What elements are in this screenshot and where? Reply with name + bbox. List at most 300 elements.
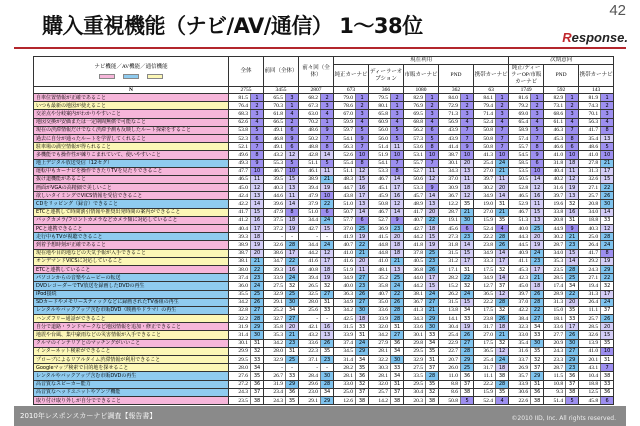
percent-value: 35.3 <box>544 257 566 265</box>
percent-value: 28.1 <box>369 372 391 380</box>
percent-value: 28.7 <box>544 241 566 249</box>
n-value: 2807 <box>299 87 334 94</box>
percent-value: 36.3 <box>334 290 356 298</box>
percent-value: 41.4 <box>439 143 461 151</box>
rank-badge: 28 <box>601 233 614 241</box>
rank-badge: 17 <box>356 192 369 200</box>
percent-value: 8.8 <box>439 380 461 388</box>
rank-badge: 30 <box>251 331 264 339</box>
rank-badge: 4 <box>496 118 509 126</box>
rank-badge: 19 <box>321 274 334 282</box>
percent-value: 33.9 <box>334 331 356 339</box>
percent-value: 41.0 <box>544 151 566 159</box>
rank-badge: 14 <box>461 241 474 249</box>
rank-badge: 17 <box>601 290 614 298</box>
rank-badge: 11 <box>426 167 439 175</box>
percent-value: 37.0 <box>509 298 531 306</box>
col-header: 純正カーナビ <box>334 65 369 87</box>
percent-value: 41.9 <box>334 233 356 241</box>
table-row <box>34 372 614 380</box>
rank-badge: 18 <box>531 282 544 290</box>
percent-value: 27.5 <box>404 364 426 372</box>
percent-value: 22.9 <box>439 339 461 347</box>
percent-value: 35.0 <box>369 298 391 306</box>
rank-badge: 22 <box>426 216 439 224</box>
title-divider <box>14 47 626 49</box>
rank-badge: 31 <box>356 331 369 339</box>
table-row <box>34 290 614 298</box>
rank-badge: 26 <box>496 241 509 249</box>
percent-value: 26.4 <box>579 241 601 249</box>
percent-value: 57.3 <box>404 134 426 142</box>
rank-badge: 23 <box>461 233 474 241</box>
percent-value: 47.9 <box>264 208 286 216</box>
percent-value: 45.0 <box>229 184 251 192</box>
percent-value: 52.1 <box>229 143 251 151</box>
rank-badge: 20 <box>356 257 369 265</box>
feature-label: パソコンからの音楽やムービーの転送 <box>34 274 229 282</box>
rank-badge: 4 <box>251 118 264 126</box>
percent-value: 14.1 <box>439 315 461 323</box>
table-row <box>34 274 614 282</box>
percent-value: 22.6 <box>509 396 531 404</box>
legend-comm-swatch <box>147 74 163 79</box>
rank-badge: 21 <box>356 249 369 257</box>
rank-badge: 13 <box>601 134 614 142</box>
footer-report-title: 2010年レスポンスカーナビ調査【報告書】 <box>20 412 157 420</box>
rank-badge: 28 <box>391 306 404 314</box>
footer-copyright: ©2010 IID, Inc. All rights reserved. <box>511 415 616 422</box>
rank-badge: 8 <box>426 143 439 151</box>
rank-badge: 13 <box>391 265 404 273</box>
percent-value: 51.9 <box>334 265 356 273</box>
percent-value: 55.7 <box>509 143 531 151</box>
rank-badge: 31 <box>496 200 509 208</box>
rank-badge: 30 <box>391 356 404 364</box>
percent-value: 59.7 <box>334 126 356 134</box>
percent-value: 31.3 <box>579 167 601 175</box>
col-header: PND <box>544 65 579 87</box>
percent-value: 38.9 <box>229 241 251 249</box>
rank-badge: 36 <box>531 388 544 396</box>
rank-badge: 35 <box>251 372 264 380</box>
rank-badge: 34 <box>391 347 404 355</box>
percent-value: 29.2 <box>579 257 601 265</box>
rank-badge: 9 <box>461 143 474 151</box>
percent-value: 10.8 <box>544 380 566 388</box>
rank-badge: 4 <box>461 118 474 126</box>
rank-badge: 38 <box>531 396 544 404</box>
rank-badge: 22 <box>461 274 474 282</box>
percent-value: 71.3 <box>439 110 461 118</box>
percent-value: 32.7 <box>264 315 286 323</box>
percent-value: 28.0 <box>264 347 286 355</box>
percent-value: 41.7 <box>579 249 601 257</box>
percent-value: 33.5 <box>404 372 426 380</box>
percent-value: 52.8 <box>509 184 531 192</box>
percent-value: 52.9 <box>509 200 531 208</box>
rank-badge: 29 <box>251 323 264 331</box>
percent-value: 36.0 <box>229 282 251 290</box>
rank-badge: 20 <box>426 208 439 216</box>
table-row <box>34 241 614 249</box>
rank-badge: 13 <box>356 200 369 208</box>
rank-badge: 19 <box>461 323 474 331</box>
rank-badge: 16 <box>321 323 334 331</box>
rank-badge: 28 <box>321 380 334 388</box>
percent-value: 22.3 <box>299 347 321 355</box>
rank-badge: 28 <box>496 298 509 306</box>
table-row <box>34 323 614 331</box>
rank-badge: 7 <box>321 134 334 142</box>
percent-value: 42.1 <box>299 323 321 331</box>
rank-badge: 21 <box>391 257 404 265</box>
rank-badge: 22 <box>531 306 544 314</box>
rank-badge: 33 <box>356 323 369 331</box>
rank-badge: 10 <box>356 151 369 159</box>
rank-badge: 21 <box>531 274 544 282</box>
rank-badge: 3 <box>496 110 509 118</box>
rank-badge: 1 <box>461 94 474 102</box>
percent-value: 42.2 <box>229 200 251 208</box>
percent-value: 30.2 <box>474 184 496 192</box>
rank-badge: 35 <box>566 306 579 314</box>
percent-value: 41.3 <box>404 306 426 314</box>
rank-badge: 8 <box>356 159 369 167</box>
rank-badge: 14 <box>496 274 509 282</box>
percent-value: 30.1 <box>439 159 461 167</box>
percent-value: 43.8 <box>334 192 356 200</box>
percent-value: 26.4 <box>579 298 601 306</box>
percent-value: 43.2 <box>299 331 321 339</box>
rank-badge: 18 <box>426 225 439 233</box>
rank-badge: 13 <box>461 167 474 175</box>
rank-badge: 27 <box>531 315 544 323</box>
percent-value: 51.0 <box>299 208 321 216</box>
rank-badge: 1 <box>601 94 614 102</box>
percent-value: 40.7 <box>334 241 356 249</box>
rank-badge: 4 <box>321 110 334 118</box>
percent-value: 49.6 <box>229 151 251 159</box>
rank-badge: 18 <box>496 323 509 331</box>
rank-badge: 21 <box>461 208 474 216</box>
rank-badge: 26 <box>356 290 369 298</box>
col-header: PND <box>439 65 474 87</box>
percent-value: 52.4 <box>474 225 496 233</box>
percent-value: 39.7 <box>544 192 566 200</box>
percent-value: 43.2 <box>264 151 286 159</box>
rank-badge: 21 <box>496 331 509 339</box>
percent-value: 40.3 <box>264 184 286 192</box>
percent-value: 78.6 <box>334 102 356 110</box>
rank-badge: 15 <box>426 233 439 241</box>
page-title: 購入重視機能（ナビ/AV/通信） 1～38位 <box>42 14 423 38</box>
rank-badge: 35 <box>531 347 544 355</box>
percent-value: 52.4 <box>474 396 496 404</box>
rank-badge: 27 <box>356 274 369 282</box>
feature-label: レンタルやバックアップ含む市販DVD（映画やドラマ）の再生 <box>34 306 229 314</box>
feature-label: 自分で道路・ランドマークなど地図情報を追加・修正できること <box>34 323 229 331</box>
percent-value: 79.2 <box>509 102 531 110</box>
percent-value: 73.1 <box>544 102 566 110</box>
percent-value: - <box>264 233 286 241</box>
percent-value: 46.7 <box>369 175 391 183</box>
percent-value: 34.5 <box>334 347 356 355</box>
rank-badge: 24 <box>251 282 264 290</box>
percent-value: 41.2 <box>229 216 251 224</box>
percent-value: 34.7 <box>264 257 286 265</box>
percent-value: 45.3 <box>544 134 566 142</box>
rank-badge: 22 <box>321 200 334 208</box>
percent-value: 34.9 <box>474 249 496 257</box>
rank-badge: 25 <box>251 290 264 298</box>
rank-badge: 6 <box>286 143 299 151</box>
rank-badge: - <box>321 315 334 323</box>
rank-badge: 8 <box>251 151 264 159</box>
percent-value: 72.9 <box>439 102 461 110</box>
rank-badge: 26 <box>426 265 439 273</box>
table-row <box>34 233 614 241</box>
percent-value: 41.7 <box>579 126 601 134</box>
rank-badge: 24 <box>391 282 404 290</box>
percent-value: 32.3 <box>509 323 531 331</box>
feature-label: いつも最新の地図が使えること <box>34 102 229 110</box>
rank-badge: 5 <box>251 126 264 134</box>
percent-value: 50.8 <box>369 200 391 208</box>
percent-value: 29.6 <box>299 380 321 388</box>
rank-badge: 12 <box>496 347 509 355</box>
percent-value: 29.8 <box>404 339 426 347</box>
rank-badge: 36 <box>566 372 579 380</box>
rank-badge: 28 <box>286 241 299 249</box>
rank-badge: 24 <box>601 298 614 306</box>
rank-badge: 26 <box>601 315 614 323</box>
rank-badge: 37 <box>251 388 264 396</box>
rank-badge: 27 <box>321 290 334 298</box>
rank-badge: 22 <box>356 241 369 249</box>
rank-badge: 36 <box>356 372 369 380</box>
percent-value: 31.8 <box>544 159 566 167</box>
percent-value: 53.3 <box>404 184 426 192</box>
percent-value: 35.5 <box>229 290 251 298</box>
rank-badge: 16 <box>566 208 579 216</box>
feature-label: 高音質なスピーカー能力 <box>34 380 229 388</box>
percent-value: 39.3 <box>229 233 251 241</box>
table-row <box>34 159 614 167</box>
rank-badge: 34 <box>461 306 474 314</box>
percent-value: 74.3 <box>579 102 601 110</box>
percent-value: 31.9 <box>229 323 251 331</box>
rank-badge: 33 <box>391 364 404 372</box>
rank-badge: 12 <box>531 184 544 192</box>
percent-value: 17.5 <box>474 339 496 347</box>
rank-badge: 12 <box>356 167 369 175</box>
rank-badge: 7 <box>566 126 579 134</box>
rank-badge: 7 <box>461 126 474 134</box>
percent-value: 79.5 <box>369 94 391 102</box>
percent-value: 35.7 <box>509 372 531 380</box>
percent-value: 50.5 <box>509 175 531 183</box>
percent-value: 28.4 <box>299 372 321 380</box>
rank-badge: 25 <box>391 274 404 282</box>
percent-value: 19.0 <box>474 200 496 208</box>
rank-badge: 27 <box>286 315 299 323</box>
percent-value: 44.5 <box>509 241 531 249</box>
legend-navi-swatch <box>99 74 115 79</box>
rank-badge: 31 <box>426 356 439 364</box>
col-header: 前回（全体） <box>264 57 299 87</box>
n-value: 673 <box>334 87 369 94</box>
rank-badge: 9 <box>566 225 579 233</box>
percent-value: 28.0 <box>229 364 251 372</box>
rank-badge: 28 <box>496 233 509 241</box>
rank-badge: 30 <box>531 339 544 347</box>
rank-badge: 24 <box>601 241 614 249</box>
rank-badge: 8 <box>531 143 544 151</box>
rank-badge: 38 <box>601 372 614 380</box>
percent-value: 49.1 <box>264 126 286 134</box>
percent-value: 79.0 <box>334 94 356 102</box>
percent-value: 33.7 <box>509 356 531 364</box>
rank-badge: 24 <box>461 290 474 298</box>
rank-badge: 6 <box>531 159 544 167</box>
rank-badge: 37 <box>426 364 439 372</box>
percent-value: 31.4 <box>229 331 251 339</box>
percent-value: 45.1 <box>369 184 391 192</box>
percent-value: 44.2 <box>404 282 426 290</box>
percent-value: 39.6 <box>264 200 286 208</box>
rank-badge: 19 <box>426 241 439 249</box>
rank-badge: 7 <box>251 143 264 151</box>
rank-badge: 15 <box>566 249 579 257</box>
rank-badge: 26 <box>461 331 474 339</box>
percent-value: 81.6 <box>509 94 531 102</box>
n-value: 3455 <box>264 87 299 94</box>
rank-badge: 1 <box>566 94 579 102</box>
n-value: 362 <box>439 87 474 94</box>
percent-value: 57.7 <box>334 216 356 224</box>
feature-label: PCと連携できること <box>34 225 229 233</box>
percent-value: 50.2 <box>299 134 321 142</box>
percent-value: 18.8 <box>579 380 601 388</box>
percent-value: 31.2 <box>439 257 461 265</box>
percent-value: 80.1 <box>369 102 391 110</box>
percent-value: 31.9 <box>264 380 286 388</box>
percent-value: 18.8 <box>579 216 601 224</box>
rank-badge: 26 <box>391 298 404 306</box>
percent-value: 15.9 <box>474 216 496 224</box>
rank-badge: 28 <box>251 315 264 323</box>
rank-badge: 22 <box>566 290 579 298</box>
percent-value: 84.1 <box>474 94 496 102</box>
percent-value: 40.9 <box>509 249 531 257</box>
percent-value: 27.5 <box>264 282 286 290</box>
percent-value: 29.1 <box>299 396 321 404</box>
rank-badge: 13 <box>286 184 299 192</box>
rank-badge: 13 <box>566 192 579 200</box>
rank-badge: 37 <box>356 388 369 396</box>
rank-badge: 14 <box>391 175 404 183</box>
rank-badge: 18 <box>321 265 334 273</box>
rank-badge: 17 <box>461 257 474 265</box>
percent-value: 61.8 <box>264 110 286 118</box>
percent-value: 71.4 <box>474 110 496 118</box>
rank-badge: 15 <box>601 331 614 339</box>
percent-value: 70.2 <box>299 118 321 126</box>
rank-badge: 32 <box>286 282 299 290</box>
rank-badge: - <box>321 233 334 241</box>
rank-badge: 7 <box>426 159 439 167</box>
percent-value: 33.3 <box>474 257 496 265</box>
rank-badge: 7 <box>461 134 474 142</box>
rank-badge: 26 <box>566 331 579 339</box>
rank-badge: 3 <box>321 102 334 110</box>
percent-value: 28.1 <box>334 372 356 380</box>
percent-value: 18.1 <box>544 315 566 323</box>
percent-value: 33.6 <box>544 323 566 331</box>
table-row <box>34 331 614 339</box>
rank-badge: 28 <box>391 315 404 323</box>
rank-badge: 11 <box>461 175 474 183</box>
rank-badge: 12 <box>391 200 404 208</box>
percent-value: 65.5 <box>264 94 286 102</box>
percent-value: 19.4 <box>579 282 601 290</box>
percent-value: 37.8 <box>404 249 426 257</box>
percent-value: 28.5 <box>544 274 566 282</box>
rank-badge: 15 <box>426 282 439 290</box>
rank-badge: 17 <box>566 323 579 331</box>
table-row <box>34 200 614 208</box>
rank-badge: 31 <box>321 298 334 306</box>
percent-value: 44.9 <box>544 225 566 233</box>
percent-value: 33.6 <box>299 339 321 347</box>
rank-badge: 14 <box>531 175 544 183</box>
rank-badge: 22 <box>601 274 614 282</box>
table-row <box>34 225 614 233</box>
col-header: ディーラーオプション <box>369 65 404 87</box>
rank-badge: 38 <box>251 396 264 404</box>
rank-badge: 27 <box>566 347 579 355</box>
percent-value: 27.1 <box>579 184 601 192</box>
percent-value: 12.6 <box>334 396 356 404</box>
rank-badge: 11 <box>286 192 299 200</box>
rank-badge: 35 <box>356 364 369 372</box>
rank-badge: 33 <box>531 331 544 339</box>
percent-value: 51.4 <box>544 396 566 404</box>
rank-badge: 7 <box>356 143 369 151</box>
rank-badge: 32 <box>496 265 509 273</box>
feature-label: ETCと連携していること <box>34 265 229 273</box>
table-row <box>34 216 614 224</box>
rank-badge: 22 <box>601 184 614 192</box>
rank-badge: 5 <box>426 134 439 142</box>
percent-value: 42.2 <box>509 306 531 314</box>
rank-badge: 30 <box>461 216 474 224</box>
percent-value: 34.9 <box>334 274 356 282</box>
percent-value: 36.9 <box>369 225 391 233</box>
rank-badge: 32 <box>531 356 544 364</box>
percent-value: 26.9 <box>509 364 531 372</box>
percent-value: 52.6 <box>334 151 356 159</box>
category-label: ナビ機能／AV機能／通信機能 <box>94 64 168 70</box>
rank-badge: 32 <box>496 306 509 314</box>
rank-badge: 23 <box>566 364 579 372</box>
rank-badge: 1 <box>426 94 439 102</box>
percent-value: 58.5 <box>509 159 531 167</box>
feature-label: オンデマンドVICSに対応していること <box>34 257 229 265</box>
feature-label: SDカードやメモリースティックなどに録画されたTV番組の再生 <box>34 298 229 306</box>
rank-badge: 12 <box>286 151 299 159</box>
